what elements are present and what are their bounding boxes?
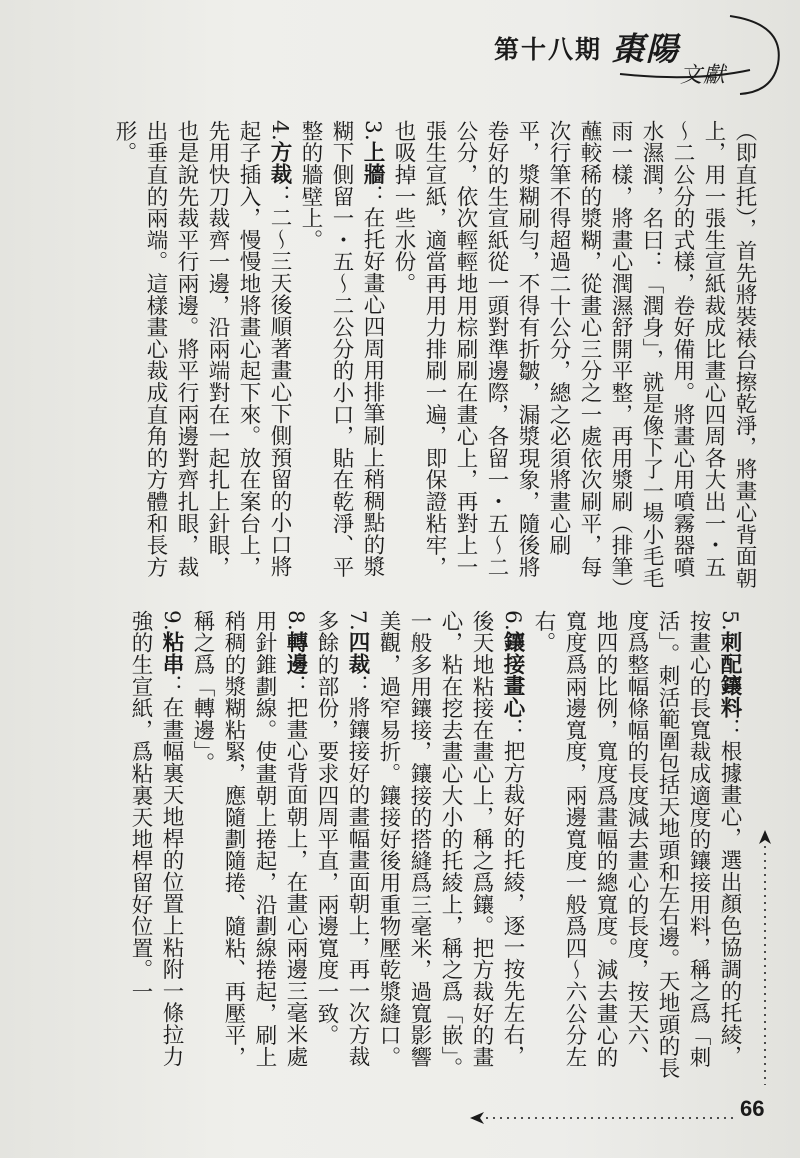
paragraph-text: ：在畫幅裏天地桿的位置上粘附一條拉力強的生宣紙，爲粘裏天地桿留好位置。一 <box>128 610 184 1068</box>
journal-logo <box>600 4 785 104</box>
item-term: 刺配鑲料 <box>717 631 742 719</box>
item-term: 四裁 <box>345 631 370 675</box>
item-number: 8. <box>283 610 308 632</box>
vertical-ornament-icon <box>755 830 775 1090</box>
horizontal-ornament-icon <box>470 1108 740 1128</box>
paragraph-item-6 <box>373 610 528 1080</box>
item-term: 上牆 <box>360 141 385 185</box>
paragraph-item-9 <box>125 610 187 1080</box>
paragraph-item-4 <box>109 120 295 592</box>
paragraph-item-3 <box>295 120 388 592</box>
item-number: 7. <box>345 610 370 632</box>
item-number: 5. <box>717 610 742 632</box>
item-term: 鑲接畫心 <box>500 631 525 719</box>
page-number: 66 <box>740 1096 765 1121</box>
brand-name: 棗陽 <box>612 30 681 68</box>
paragraph-intro <box>388 120 760 592</box>
paragraph-text: ：把畫心背面朝上，在畫心兩邊三毫米處用針錐劃線。使畫朝上捲起，沿劃線捲起，刷上稍稠的漿糊粘緊，應隨劃隨捲、隨粘、再壓平，稱之爲「轉邊」。 <box>190 610 308 1068</box>
brand-subtitle: 文獻 <box>680 63 727 88</box>
bottom-text-block <box>40 610 745 1080</box>
top-text-block <box>55 120 760 592</box>
item-term: 轉邊 <box>283 631 308 675</box>
paragraph-text: ：二～三天後順著畫心下側預留的小口將起子插入，慢慢地將畫心起下來。放在案台上，先用快刀裁齊一邊，沿兩端對在一起扎上針眼，也是說先裁平行兩邊。將平行兩邊對齊扎眼，裁出垂直的兩端。這樣畫心裁成直角的方體和長方形。 <box>112 120 292 578</box>
item-term: 方裁 <box>267 141 292 185</box>
paragraph-text: ：在托好畫心四周用排筆刷上稍稠點的漿糊下側留一・五～二公分的小口，貼在乾淨、平整的牆壁上。 <box>298 120 385 578</box>
paragraph-text: ：把方裁好的托綾，逐一按先左右，後天地粘接在畫心上，稱之爲鑲。把方裁好的畫心，粘在挖去畫心大小的托綾上，稱之爲「嵌」。一般多用鑲接，鑲接的搭縫爲三毫米，過寬影響美觀，過窄易折。鑲接好後用重物壓乾漿縫口。 <box>376 610 525 1079</box>
item-term: 粘串 <box>159 631 184 675</box>
paragraph-text: ：將鑲接好的畫幅畫面朝上，再一次方裁多餘的部份，要求四周平直，兩邊寬度一致。 <box>314 610 370 1068</box>
paragraph-item-7 <box>311 610 373 1080</box>
paragraph-text: ：根據畫心，選出顏色協調的托綾，按畫心的長寬裁成適度的鑲接用料，稱之爲「刺活」。刺活範圍包括天地頭和左右邊。天地頭的長度爲整幅條幅的長度減去畫心的長度，按天六、地四的比例，寬度爲畫幅的總寬度。減去畫心的寬度爲兩邊寬度，兩邊寬度一般爲四～六公分左右。 <box>531 610 742 1079</box>
item-number: 6. <box>500 610 525 632</box>
item-number: 4. <box>267 120 292 142</box>
item-number: 9. <box>159 610 184 632</box>
paragraph-text: （即直托），首先將裝裱台擦乾淨，將畫心背面朝上，用一張生宣紙裁成比畫心四周各大出一・五～二公分的式樣，卷好備用。將畫心用噴霧器噴水濕潤，名曰：「潤身」，就是像下了一場小毛毛雨一樣，將畫心潤濕舒開平整，再用漿刷（排筆）蘸較稀的漿糊，從畫心三分之一處依次刷平，每次行筆不得超過二十公分，總之必須將畫心刷平，漿糊刷勻，不得有折皺，漏漿現象，隨後將卷好的生宣紙從一頭對準邊際，各留一・五～二公分，依次輕輕地用棕刷刷在畫心上，再對上一張生宣紙，適當再用力排刷一遍，即保證粘牢，也吸掉一些水份。 <box>391 120 757 589</box>
issue-number: 第十八期 <box>494 35 603 64</box>
paragraph-item-8 <box>187 610 311 1080</box>
item-number: 3. <box>360 120 385 142</box>
paragraph-item-5 <box>528 610 745 1080</box>
